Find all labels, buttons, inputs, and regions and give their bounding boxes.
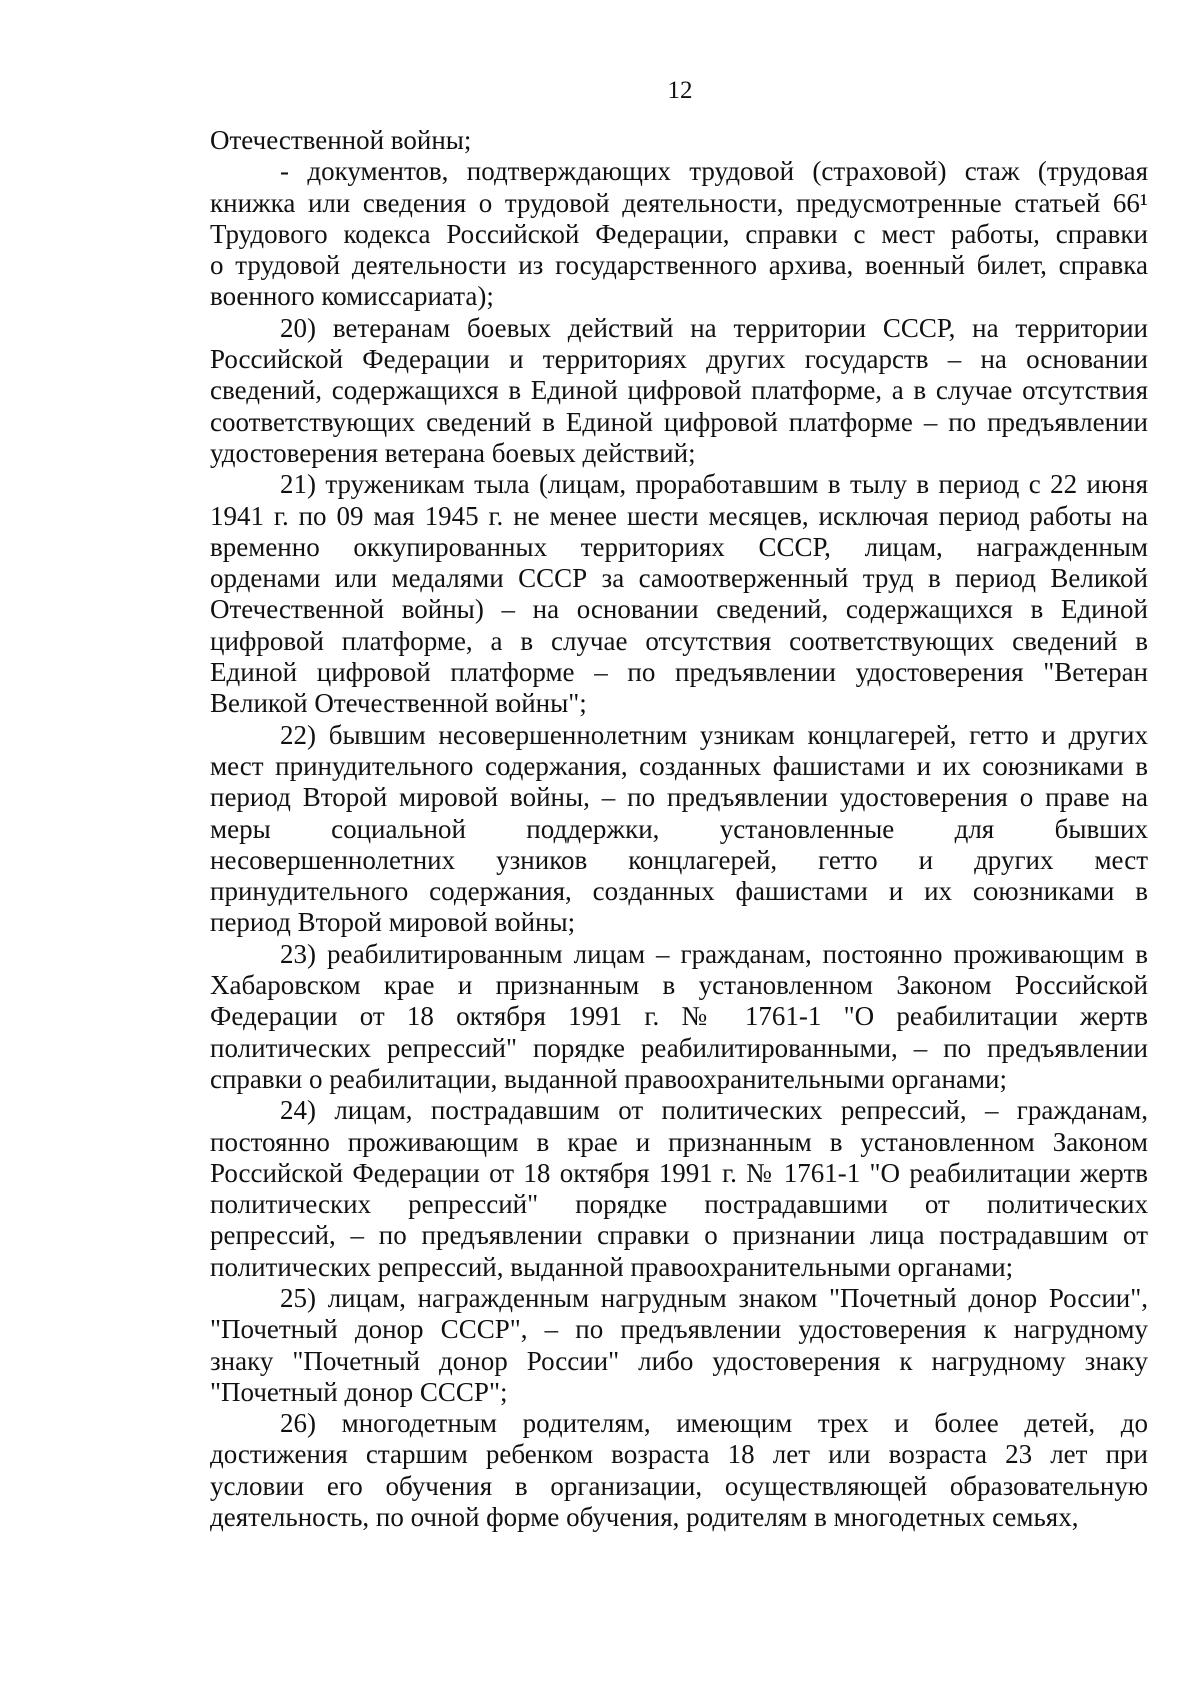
text-line: цифровой платформе, а в случае отсутствия соответствующих сведений в [210, 625, 1148, 656]
text-line: военного комиссариата); [210, 281, 494, 312]
paragraph-p8 [210, 1408, 1148, 1533]
text-line: 1941 г. по 09 мая 1945 г. не менее шести месяцев, исключая период работы на [210, 500, 1148, 531]
text-line: орденами или медалями СССР за самоотверженный труд в период Великой [210, 563, 1148, 594]
text-line: "Почетный донор СССР", – по предъявлении удостоверения к нагрудному [210, 1314, 1148, 1345]
text-line: меры социальной поддержки, установленные для бывших [210, 813, 1148, 844]
text-line: 20) ветеранам боевых действий на территории СССР, на территории [280, 312, 1148, 343]
paragraph-p6 [210, 1095, 1148, 1283]
text-line: справки о реабилитации, выданной правоохранительными органами; [210, 1063, 1007, 1094]
text-line: постоянно проживающим в крае и признанным в установленном Законом [210, 1126, 1148, 1157]
text-line: 21) труженикам тыла (лицам, проработавшим в тылу в период с 22 июня [280, 469, 1148, 500]
paragraph-p2 [210, 313, 1148, 469]
paragraph-p4 [210, 720, 1148, 939]
text-line: книжка или сведения о трудовой деятельности, предусмотренные статьей 66¹ [210, 187, 1148, 218]
text-line: политических репрессий" порядке пострадавшими от политических [210, 1189, 1148, 1220]
text-line: 22) бывшим несовершеннолетним узникам концлагерей, гетто и других [280, 719, 1148, 750]
text-line: "Почетный донор СССР"; [210, 1376, 508, 1407]
text-line: - документов, подтверждающих трудовой (страховой) стаж (трудовая [280, 156, 1148, 187]
text-line: репрессий, – по предъявлении справки о признании лица пострадавшим от [210, 1220, 1148, 1251]
text-line: 25) лицам, награжденным нагрудным знаком "Почетный донор России", [280, 1282, 1148, 1313]
text-line: Хабаровском крае и признанным в установленном Законом Российской [210, 970, 1148, 1001]
text-line: 26) многодетным родителям, имеющим трех и более детей, до [280, 1408, 1148, 1439]
text-line: период Второй мировой войны, – по предъявлении удостоверения о праве на [210, 782, 1148, 813]
text-line: период Второй мировой войны; [210, 907, 576, 938]
text-line: Великой Отечественной войны"; [210, 688, 587, 719]
text-line: Отечественной войны; [210, 125, 472, 155]
text-line: 24) лицам, пострадавшим от политических репрессий, – гражданам, [280, 1095, 1148, 1126]
text-line: политических репрессий, выданной правоохранительными органами; [210, 1251, 1014, 1282]
text-line: Отечественной войны) – на основании сведений, содержащихся в Единой [210, 594, 1148, 625]
text-line: достижения старшим ребенком возраста 18 лет или возраста 23 лет при [210, 1439, 1148, 1470]
paragraph-p7 [210, 1283, 1148, 1408]
text-line: 23) реабилитированным лицам – гражданам, постоянно проживающим в [280, 938, 1148, 969]
text-line: политических репрессий" порядке реабилитированными, – по предъявлении [210, 1032, 1148, 1063]
paragraph-p1 [210, 156, 1148, 312]
text-line: временно оккупированных территориях СССР, лицам, награжденным [210, 531, 1148, 562]
paragraph-p0 [210, 125, 1148, 156]
text-line: Российской Федерации от 18 октября 1991 г. № 1761-1 "О реабилитации жертв [210, 1157, 1148, 1188]
text-line: сведений, содержащихся в Единой цифровой платформе, а в случае отсутствия [210, 375, 1148, 406]
text-line: деятельность, по очной форме обучения, родителям в многодетных семьях, [210, 1502, 1079, 1533]
text-line: принудительного содержания, созданных фашистами и их союзниками в [210, 876, 1148, 907]
text-line: Единой цифровой платформе – по предъявлении удостоверения "Ветеран [210, 657, 1148, 688]
text-line: удостоверения ветерана боевых действий; [210, 437, 696, 468]
text-line: Российской Федерации и территориях других государств – на основании [210, 344, 1148, 375]
page-number: 12 [667, 77, 693, 104]
text-line: мест принудительного содержания, созданных фашистами и их союзниками в [210, 750, 1148, 781]
text-line: о трудовой деятельности из государственного архива, военный билет, справка [210, 250, 1148, 281]
text-line: Трудового кодекса Российской Федерации, справки с мест работы, справки [210, 218, 1148, 249]
text-line: Федерации от 18 октября 1991 г. № 1761-1 "О реабилитации жертв [210, 1001, 1148, 1032]
paragraph-p5 [210, 939, 1148, 1095]
text-line: знаку "Почетный донор России" либо удостоверения к нагрудному знаку [210, 1345, 1148, 1376]
text-line: условии его обучения в организации, осуществляющей образовательную [210, 1470, 1148, 1501]
text-line: соответствующих сведений в Единой цифровой платформе – по предъявлении [210, 406, 1148, 437]
text-line: несовершеннолетних узников концлагерей, гетто и других мест [210, 844, 1148, 875]
paragraph-p3 [210, 469, 1148, 719]
document-body [210, 125, 1148, 1533]
